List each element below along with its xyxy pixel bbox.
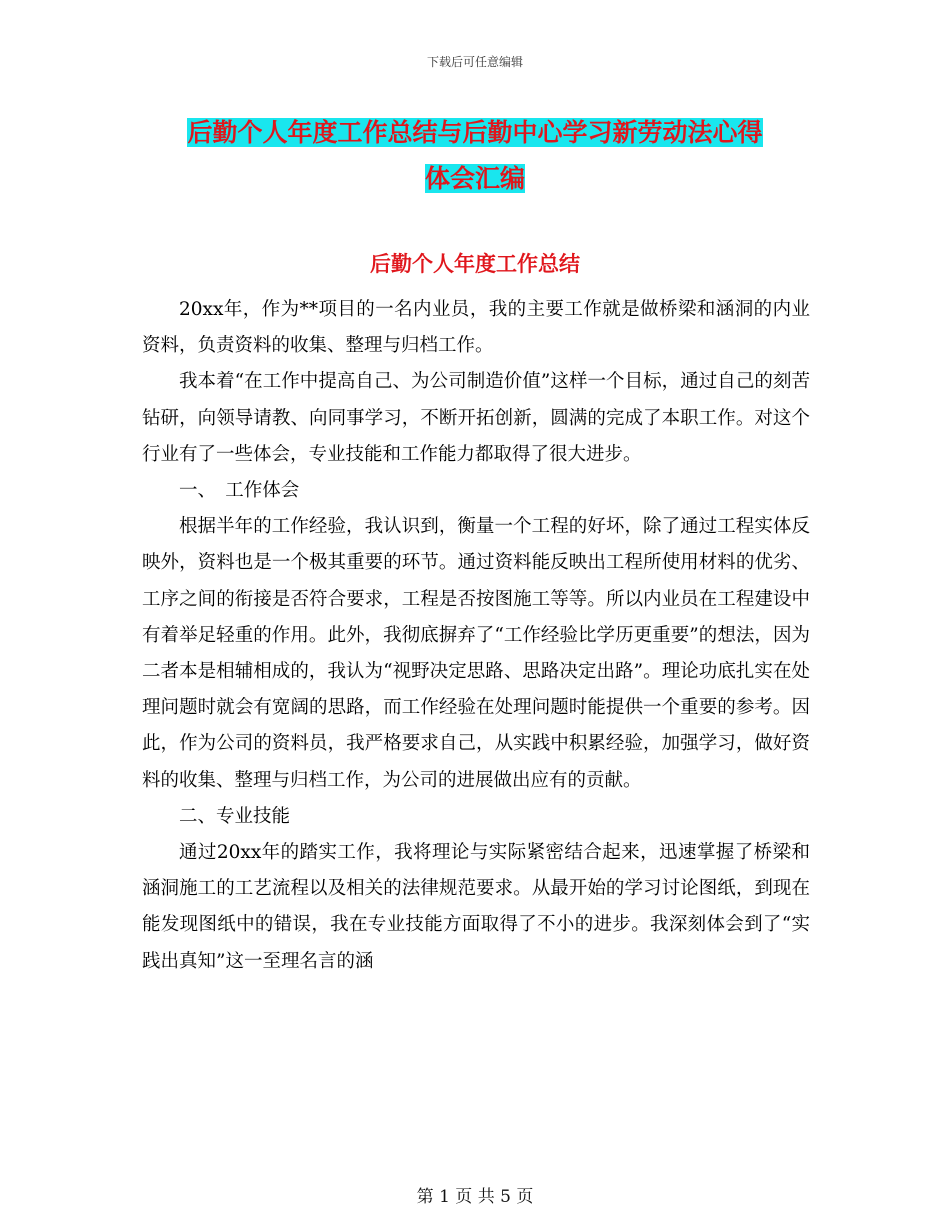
document-title — [140, 110, 810, 202]
document-title-line-1: 后勤个人年度工作总结与后勤中心学习新劳动法心得 — [187, 118, 763, 147]
paragraph: 通过20xx年的踏实工作，我将理论与实际紧密结合起来，迅速掌握了桥梁和涵洞施工的工艺流程以及相关的法律规范要求。从最开始的学习讨论图纸，到现在能发现图纸中的错误，我在专业技能方面取得了不小的进步。我深刻体会到了“实践出真知”这一至理名言的涵 — [142, 842, 810, 972]
subheading: 二、专业技能 — [179, 805, 291, 827]
document-title-line-2: 体会汇编 — [424, 164, 525, 193]
page-footer: 第 1 页 共 5 页 — [416, 1187, 534, 1207]
paragraph: 根据半年的工作经验，我认识到，衡量一个工程的好坏，除了通过工程实体反映外，资料也是一个极其重要的环节。通过资料能反映出工程所使用材料的优劣、工序之间的衔接是否符合要求，工程是否按图施工等等。所以内业员在工程建设中有着举足轻重的作用。此外，我彻底摒弃了“工作经验比学历更重要”的想法，因为二者本是相辅相成的，我认为“视野决定思路、思路决定出路”。理论功底扎实在处理问题时就会有宽阔的思路，而工作经验在处理问题时能提供一个重要的参考。因此，作为公司的资料员，我严格要求自己，从实践中积累经验，加强学习，做好资料的收集、整理与归档工作，为公司的进展做出应有的贡献。 — [142, 516, 810, 791]
section-title: 后勤个人年度工作总结 — [370, 252, 580, 276]
document-body — [142, 292, 810, 980]
header-note: 下载后可任意编辑 — [426, 55, 523, 69]
paragraph: 20xx年，作为**项目的一名内业员，我的主要工作就是做桥梁和涵洞的内业资料，负责资料的收集、整理与归档工作。 — [142, 299, 810, 357]
paragraph: 我本着“在工作中提高自己、为公司制造价值”这样一个目标，通过自己的刻苦钻研，向领导请教、向同事学习，不断开拓创新，圆满的完成了本职工作。对这个行业有了一些体会，专业技能和工作能力都取得了很大进步。 — [142, 371, 810, 465]
subheading: 一、 工作体会 — [179, 480, 300, 502]
